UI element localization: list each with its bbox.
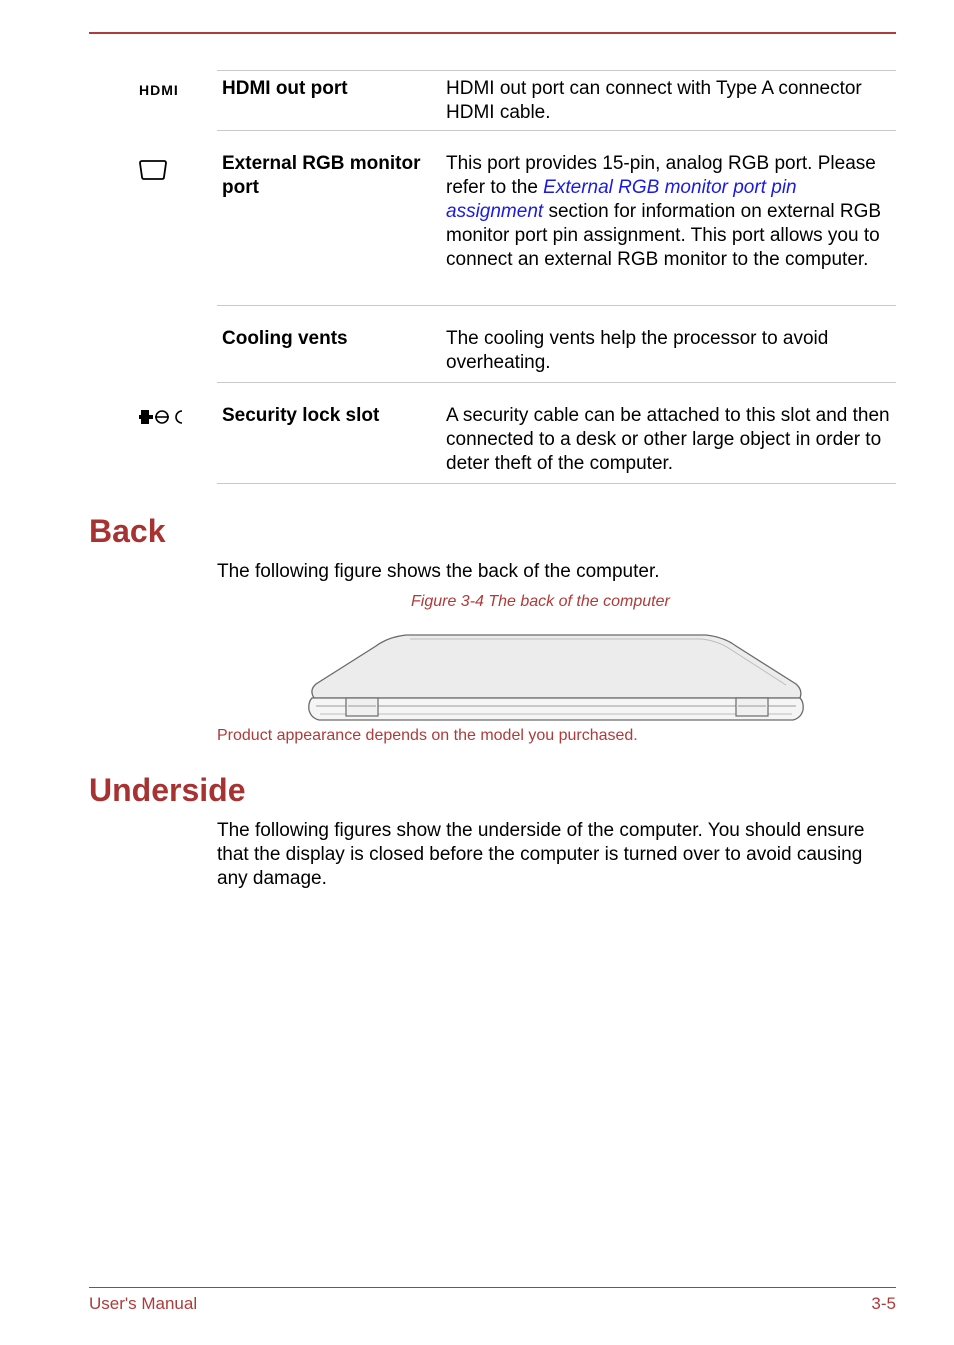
back-intro: The following figure shows the back of the computer. — [217, 561, 660, 582]
ports-table — [139, 70, 896, 484]
port-description — [441, 131, 896, 305]
description-text: This port provides 15-pin, analog RGB port. Please refer to the — [446, 153, 876, 198]
port-name: External RGB monitor port — [222, 153, 421, 198]
port-name: HDMI out port — [222, 78, 348, 99]
pin-assignment-link[interactable]: External RGB monitor port pin assignment — [446, 177, 797, 222]
port-description: HDMI out port can connect with Type A connector HDMI cable. — [446, 78, 862, 123]
back-heading: Back — [89, 513, 166, 549]
underside-heading: Underside — [89, 772, 246, 808]
page-number: 3-5 — [871, 1294, 896, 1313]
table-row — [217, 306, 896, 383]
table-row — [217, 383, 896, 484]
port-name: Security lock slot — [222, 405, 380, 426]
port-description: A security cable can be attached to this slot and then connected to a desk or other large object in order to deter theft of the computer. — [446, 405, 890, 474]
hdmi-icon-text: HDMI — [139, 83, 179, 97]
header-rule — [89, 32, 896, 34]
footer-title: User's Manual — [89, 1294, 198, 1313]
rgb-monitor-icon — [139, 158, 169, 187]
hdmi-icon — [139, 83, 201, 102]
appearance-note: Product appearance depends on the model you purchased. — [217, 727, 638, 744]
port-name: Cooling vents — [222, 328, 348, 349]
underside-intro: The following figures show the underside of the computer. You should ensure that the display is closed before the computer is turned over to avoid causing any damage. — [217, 820, 865, 889]
footer-rule — [89, 1287, 896, 1288]
table-row — [139, 71, 896, 131]
description-text: section for information on external RGB monitor port pin assignment. This port allows you to connect an external RGB monitor to the computer. — [446, 201, 882, 270]
laptop-back-figure — [306, 630, 806, 729]
table-row — [217, 131, 896, 306]
security-lock-icon — [139, 407, 185, 432]
port-description: The cooling vents help the processor to avoid overheating. — [446, 328, 829, 373]
figure-caption: Figure 3-4 The back of the computer — [411, 593, 670, 610]
